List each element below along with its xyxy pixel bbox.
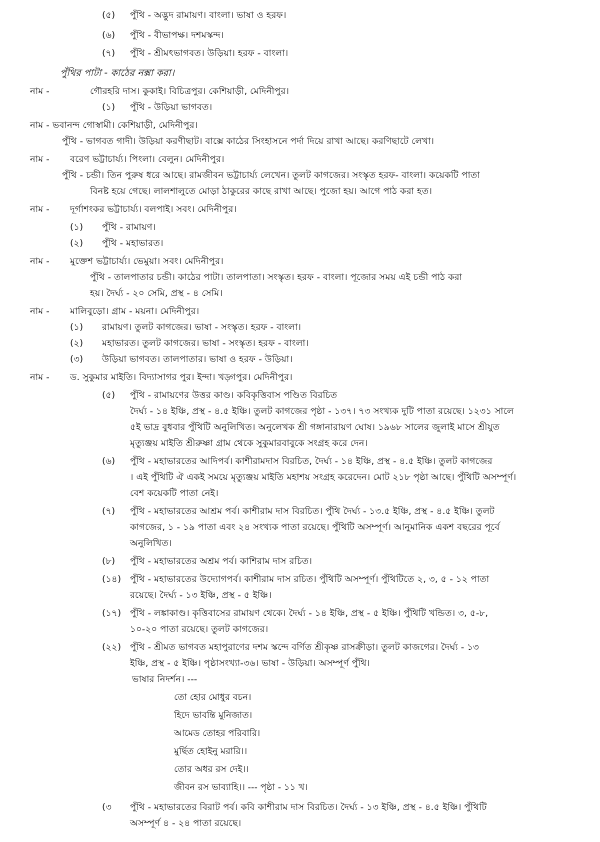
text-line-c0: নাম - bbox=[30, 154, 50, 165]
text-line-l0: (১৭) bbox=[102, 608, 122, 619]
text-line-h1: পুঁথি - মহাভারতের আদিপর্ব। কাশীরামদাস বিরচিত, দৈর্ঘ্য - ১৪ ইঞ্চি, প্রস্থ - ৪.৫ ইঞ্চি। তুলট কাগজের bbox=[130, 456, 493, 467]
text-line-k2: রয়েছে। দৈর্ঘ্য - ১৩ ইঞ্চি, প্রস্থ - ৫ ইঞ্চি। bbox=[130, 590, 272, 601]
text-line-e3: হয়। দৈর্ঘ্য - ২০ সেমি, প্রস্থ - ৪ সেমি। bbox=[90, 288, 223, 299]
text-line-i0: (৭) bbox=[102, 506, 116, 517]
text-line-d4: (২) bbox=[70, 238, 84, 249]
text-line-b1: গৌরহরি দাস। কুকাই। বিচিত্রপুর। কেশিয়াড়ী, মেদিনীপুর। bbox=[90, 86, 290, 97]
text-line-i1: পুঁথি - মহাভারতের আশ্রম পর্ব। কাশীরাম দাস বিরচিত। পুঁথি দৈর্ঘ্য - ১৩.৫ ইঞ্চি, প্রস্থ - ৪.৫ ইঞ্চি। তুলট bbox=[130, 506, 495, 517]
text-line-g4: দৈর্ঘ্য - ১৪ ইঞ্চি, প্রস্থ - ৪.৫ ইঞ্চি। তুলট কাগজের পৃষ্ঠা - ১৩৭। ৭৩ সংখ্যক দুটি পাতা রয়েছে। ১২৩১ সালে bbox=[130, 406, 514, 417]
text-line-g5: ৫ই ভাদ্র বুধবার পুঁথিটি অনুলিখিত। অনুলেখক শ্রী গঙ্গানারায়ণ ঘোষ। ১৯৬৮ সালের জুলাই মাসে শ্রীযুত bbox=[130, 422, 500, 433]
text-line-a2: (৬) bbox=[102, 30, 116, 41]
text-line-m7: মুর্ছিত হোইনু মরারি।। bbox=[174, 747, 248, 757]
text-line-f3: রামায়ণ। তুলট কাগজের। ভাষা - সংস্কৃত। হরফ - বাংলা। bbox=[102, 322, 302, 333]
text-line-m6: আমেড তোহর পরিবারি। bbox=[174, 729, 261, 739]
text-line-h2: । এই পুঁথিটি ঐ একই সময়ে মৃত্যুঞ্জয় মাইতি মহাশয় সংগ্রহ করেদেন। মোট ২১৮ পৃষ্ঠা আছে। পুঁথিটি অসম্পূর্ণ। bbox=[130, 472, 517, 483]
text-line-a1: পুঁথি - অদ্ভুদ রামায়ণ। বাংলা। ভাষা ও হরফ। bbox=[130, 10, 287, 21]
text-line-c3: বিনষ্ট হয়ে গেছে। লালশালুতে মোড়া ঠাকুরের কাছে রাখা আছে। পুজো হয়। আগে পাঠ করা হত। bbox=[90, 186, 433, 197]
text-line-c1: বরেণ ভট্টাচার্য্য। পিংলা। বেলুন। মেদিনীপুর। bbox=[70, 154, 225, 165]
text-line-b4: নাম - ভবানন্দ গোস্বামী। কেশিয়াড়ী, মেদিনীপুর। bbox=[30, 120, 198, 131]
text-line-k1: পুঁথি - মহাভারতের উদ্যোগপর্ব। কাশীরাম দাস রচিত। পুঁথিটি অসম্পূর্ণ। পুঁথিটিতে ২, ৩, ৫ - ১২ পাতা bbox=[130, 574, 490, 585]
text-line-b0: নাম - bbox=[30, 86, 50, 97]
text-line-e2: পুঁথি - তালপাতার চন্ডী। কাঠের পাটা। তালপাতা। সংস্কৃত। হরফ - বাংলা। পূজোর সময় এই চন্ডী পাঠ করা bbox=[90, 272, 463, 283]
text-line-m4: তো হোর মোধুর বচন। bbox=[174, 693, 252, 703]
text-line-m9: জীবন রস ভাব্যাহি।। --- পৃষ্ঠা - ১১ খ। bbox=[174, 783, 308, 793]
text-line-m2: ইঞ্চি, প্রস্থ - ৫ ইঞ্চি। পৃষ্ঠাসংখ্যা-৩৬। ভাষা - উড়িয়া। অসম্পূর্ণ পুঁথি। bbox=[130, 658, 370, 669]
text-line-a4: (৭) bbox=[102, 48, 116, 59]
text-line-g6: মৃত্যুঞ্জয় মাইতি শ্রীরুষ্ণা গ্রাম থেকে সুকুমারবাবুকে সংগ্রহ করে দেন। bbox=[130, 438, 368, 449]
text-line-d3: পুঁথি - রামায়ণ। bbox=[102, 222, 156, 233]
text-line-h3: বেশ কয়েকটি পাতা নেই। bbox=[130, 488, 219, 499]
text-line-d2: (১) bbox=[70, 222, 84, 233]
text-line-h0: (৬) bbox=[102, 456, 116, 467]
text-line-a5: পুঁথি - শ্রীমৎভাগবত। উড়িয়া। হরফ - বাংলা। bbox=[130, 48, 289, 59]
text-line-i3: অনুলিখিত। bbox=[130, 538, 172, 549]
text-line-n0: (৩ bbox=[102, 802, 112, 813]
text-line-l2: ১০-২০ পাতা রয়েছে। তুলট কাগজের। bbox=[130, 624, 269, 635]
text-line-d1: দূর্গাশংকর ভট্টাচার্য্য। বলপাই। সবং। মেদিনীপুর। bbox=[70, 204, 237, 215]
text-line-b5: পুঁথি - ভাগবত গাদী। উড়িয়া করণীছাট। বাক্সে কাঠের সিংহাসনে পর্দা দিয়ে রাখা আছে। করণিছাটে লেখা। bbox=[62, 136, 435, 147]
text-line-m8: তোর অধর রস দেই।। bbox=[174, 765, 249, 775]
text-line-m0: (২২) bbox=[102, 642, 122, 653]
text-line-n1: পুঁথি - মহাভারতের বিরাট পর্ব। কবি কাশীরাম দাস বিরচিত। দৈর্ঘ্য - ১৩ ইঞ্চি, প্রস্থ - ৪.৫ ইঞ্চি। পুঁথিটি bbox=[130, 802, 487, 813]
text-line-f6: (৩) bbox=[70, 354, 84, 365]
text-line-m3: ভাষার নিদর্শন। --- bbox=[132, 674, 198, 685]
text-line-d5: পুঁথি - মহাভারত। bbox=[102, 238, 164, 249]
text-line-f5: মহাভারত। তুলট কাগজের। ভাষা - সংস্কৃত। হরফ - বাংলা। bbox=[102, 338, 309, 349]
text-line-i2: কাগজের, ১ - ১৯ পাতা এবং ২৪ সংখ্যক পাতা রয়েছে। পুঁথিটি অসম্পূর্ণ। আনুমানিক একশ বছরের পূর্বে bbox=[130, 522, 500, 533]
text-line-f2: (১) bbox=[70, 322, 84, 333]
text-line-g3: পুঁথি - রামায়ণের উত্তর কাণ্ড। কবিকৃত্তিবাস পণ্ডিত বিরচিত bbox=[130, 390, 338, 401]
text-line-n2: অসম্পূর্ণ ৪ - ২৪ পাতা রয়েছে। bbox=[130, 818, 242, 829]
text-line-a3: পুঁথি - বীভাপক্ষ। দশমস্কন্দ। bbox=[130, 30, 224, 41]
text-line-c2: পুঁথি - চন্ডী। তিন পুরুষ ধরে আছে। রামজীবন ভট্টাচার্য্য লেখেন। তুলট কাগজের। সংস্কৃত হরফ- বাংলা। কয়েকটি পাতা bbox=[62, 170, 480, 181]
text-line-g0: নাম - bbox=[30, 372, 50, 383]
text-line-f4: (২) bbox=[70, 338, 84, 349]
text-line-a6: পুঁথির পাটা - কাঠের নক্সা করা। bbox=[60, 68, 175, 79]
text-line-e0: নাম - bbox=[30, 256, 50, 267]
text-line-j1: পুঁথি - মহাভারতের অশ্রম পর্ব। কাশিরাম দাস রচিত। bbox=[130, 556, 313, 567]
text-line-m5: হিদে ভাবন্তি মুনিজাত। bbox=[174, 711, 253, 721]
text-line-j0: (৮) bbox=[102, 556, 116, 567]
text-line-f1: মালিবুড়ো। গ্রাম - ময়না। মেদিনীপুর। bbox=[70, 306, 200, 317]
text-line-g1: ড. সুকুমার মাইতি। বিদ্যাসাগর পুর। ইন্দা। খড়্গপুর। মেদিনীপুর। bbox=[70, 372, 293, 383]
text-line-g2: (৫) bbox=[102, 390, 116, 401]
text-line-f0: নাম - bbox=[30, 306, 50, 317]
text-line-e1: মুক্তেশ ভট্টাচার্য্য। ভেমুয়া। সবং। মেদিনীপুর। bbox=[70, 256, 224, 267]
text-line-l1: পুঁথি - লঙ্কাকাণ্ড। কৃত্তিবাসের রামায়ণ থেকে। দৈর্ঘ্য - ১৪ ইঞ্চি, প্রস্থ - ৫ ইঞ্চি। পুঁথিটি খন্ডিত। ৩, ৫-৮, bbox=[130, 608, 489, 619]
text-line-b3: পুঁথি - উড়িয়া ভাগবত। bbox=[130, 102, 213, 113]
text-line-d0: নাম - bbox=[30, 204, 50, 215]
text-line-m1: পুঁথি - শ্রীমত ভাগবত মহাপুরাণের দশম স্কন্দে বর্ণিত শ্রীকৃষ্ণ রাসক্রীড়া। তুলট কাজগের। দৈর্ঘ্য - ১৩ bbox=[130, 642, 480, 653]
text-line-f7: উড়িয়া ভাগবত। তালপাতার। ভাষা ও হরফ - উড়িয়া। bbox=[102, 354, 293, 365]
text-line-a0: (৫) bbox=[102, 10, 116, 21]
text-line-k0: (১৪) bbox=[102, 574, 122, 585]
text-line-b2: (১) bbox=[102, 102, 116, 113]
